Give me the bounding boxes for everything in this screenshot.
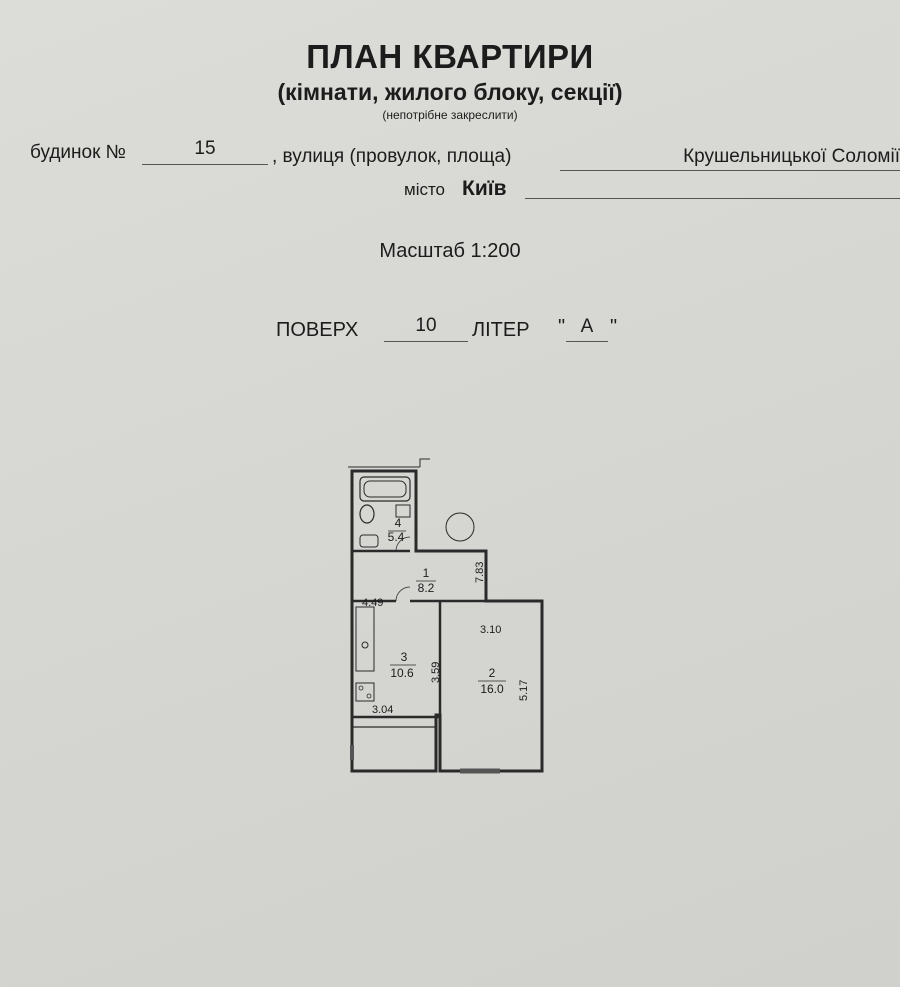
- house-label: будинок №: [30, 142, 127, 163]
- scale-label: Масштаб 1:200: [379, 240, 521, 262]
- room-1-number: 1: [422, 566, 430, 580]
- document-title: ПЛАН КВАРТИРИ: [306, 38, 594, 75]
- room-4-number: 4: [394, 516, 402, 530]
- bathtub-inner-icon: [364, 481, 406, 497]
- kitchen-counter-icon: [356, 607, 374, 671]
- room-1-area: 8.2: [417, 581, 435, 595]
- floor-underline: [384, 341, 468, 342]
- riser-circle-icon: [446, 513, 474, 541]
- burner-icon-2: [367, 694, 371, 698]
- washbasin-icon: [360, 535, 378, 547]
- letter-underline: [566, 341, 608, 342]
- house-number: 15: [194, 138, 216, 159]
- dim-kitchen-length: 3.59: [430, 661, 442, 683]
- dim-room-length: 5.17: [518, 679, 530, 701]
- toilet-icon: [360, 505, 374, 523]
- dim-hall-width: 4.49: [362, 597, 384, 609]
- street-label: , вулиця (провулок, площа): [272, 146, 512, 167]
- outer-wall: [352, 471, 542, 771]
- dim-hall-length: 7.83: [474, 561, 486, 583]
- street-underline: [560, 170, 900, 171]
- house-underline: [142, 164, 268, 165]
- document-subtitle: (кімнати, жилого блоку, секції): [277, 79, 623, 105]
- street-name: Крушельницької Соломії: [683, 146, 900, 167]
- letter-quote-close: ": [610, 316, 618, 338]
- room-3-number: 3: [400, 650, 408, 664]
- dim-room-width: 3.10: [480, 624, 502, 636]
- street-underline-2: [525, 198, 900, 199]
- stove-icon: [356, 683, 374, 701]
- room-4-area: 5.4: [387, 530, 405, 544]
- floor-number: 10: [415, 315, 437, 336]
- letter-value: А: [580, 316, 594, 337]
- sink-icon: [362, 642, 368, 648]
- room-3-area: 10.6: [390, 666, 414, 680]
- burner-icon-1: [359, 686, 363, 690]
- letter-quote-open: ": [558, 316, 566, 338]
- shaft-line: [420, 459, 430, 467]
- letter-label: ЛІТЕР: [472, 319, 530, 341]
- strike-note: (непотрібне закреслити): [382, 108, 518, 122]
- floor-label: ПОВЕРХ: [276, 319, 359, 341]
- city-label: місто: [404, 180, 446, 199]
- dim-kitchen-width: 3.04: [372, 704, 394, 716]
- door-swing-kitchen: [396, 587, 410, 601]
- floor-plan-drawing: [340, 455, 560, 785]
- room-2-area: 16.0: [480, 682, 504, 696]
- city-name: Київ: [462, 177, 507, 200]
- room-2-number: 2: [488, 666, 496, 680]
